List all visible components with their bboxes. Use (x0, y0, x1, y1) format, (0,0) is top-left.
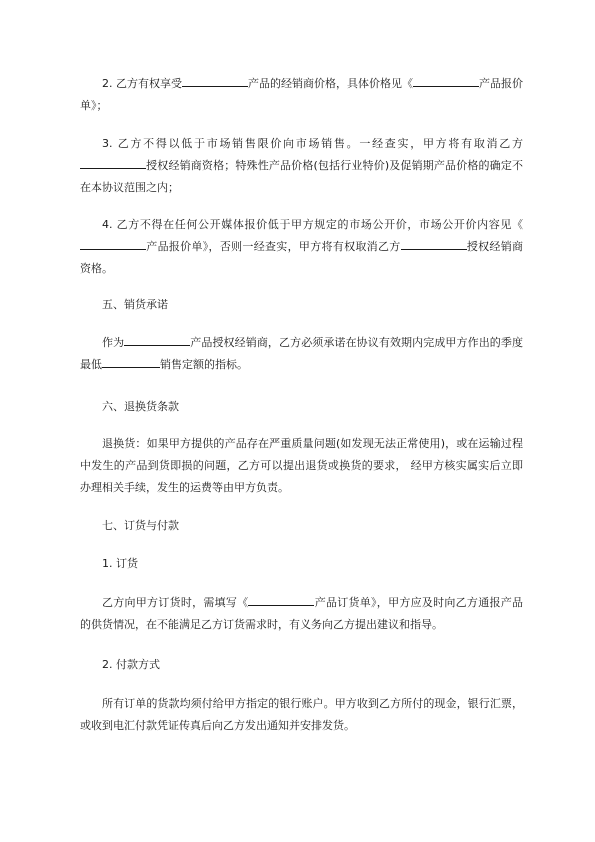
blank-field (413, 76, 479, 87)
section-7-sub1-body (80, 592, 523, 636)
blank-field (80, 239, 146, 250)
section-7-sub2-body: 所有订单的货款均须付给甲方指定的银行账户。甲方收到乙方所付的现金，银行汇票，或收到电汇付款凭证传真后向乙方发出通知并安排发货。 (80, 697, 523, 732)
blank-field (248, 595, 314, 606)
section-7-sub1-text-1: 乙方向甲方订货时，需填写《 (102, 596, 249, 609)
clause-3-text-2: 授权经销商资格；特殊性产品价格(包括行业特价)及促销期产品价格的确定不在本协议范围之内； (80, 159, 523, 194)
blank-field (102, 357, 160, 368)
clause-4 (80, 214, 523, 280)
clause-4-text-1: 4. 乙方不得在任何公开媒体报价低于甲方规定的市场公开价，市场公开价内容见《 (102, 218, 523, 231)
section-6-body: 退换货：如果甲方提供的产品存在严重质量问题(如发现无法正常使用)，或在运输过程中发生的产品到货即损的问题，乙方可以提出退货或换货的要求， 经甲方核实属实后立即办理相关手续，发生的运费等由甲方负责。 (80, 437, 523, 494)
clause-2-text-2: 产品的经销商价格，具体价格见《 (248, 77, 413, 90)
section-5-text-2: 产品授权经销商，乙方必须承诺在协议有效期内完成甲方作出的季度最低 (80, 336, 523, 371)
section-5-text-3: 销售定额的指标。 (160, 358, 248, 371)
section-7-sub1-heading: 1. 订货 (102, 557, 138, 570)
section-5-body (80, 332, 523, 376)
clause-3-text-1: 3. 乙方不得以低于市场销售限价向市场销售。一经查实，甲方将有取消乙方 (102, 137, 523, 150)
section-7-heading: 七、订货与付款 (102, 519, 179, 532)
clause-3 (80, 133, 523, 199)
clause-2-text-3: 产品报价单》； (80, 77, 523, 112)
clause-4-text-2: 产品报价单》，否则一经查实，甲方将有权取消乙方 (146, 240, 401, 253)
blank-field (124, 335, 190, 346)
clause-4-text-3: 授权经销商资格。 (80, 240, 524, 275)
blank-field (401, 239, 467, 250)
section-7-sub2-heading: 2. 付款方式 (102, 658, 160, 671)
blank-field (80, 158, 146, 169)
blank-field (182, 76, 248, 87)
section-5-heading: 五、销货承诺 (102, 298, 168, 311)
section-6-heading: 六、退换货条款 (102, 400, 179, 413)
section-7-sub1-text-2: 产品订货单》，甲方应及时向乙方通报产品的供货情况，在不能满足乙方订货需求时，有义务向乙方提出建议和指导。 (80, 596, 523, 631)
clause-2 (80, 73, 523, 117)
section-5-text-1: 作为 (102, 336, 125, 349)
clause-2-text-1: 2. 乙方有权享受 (102, 77, 182, 90)
